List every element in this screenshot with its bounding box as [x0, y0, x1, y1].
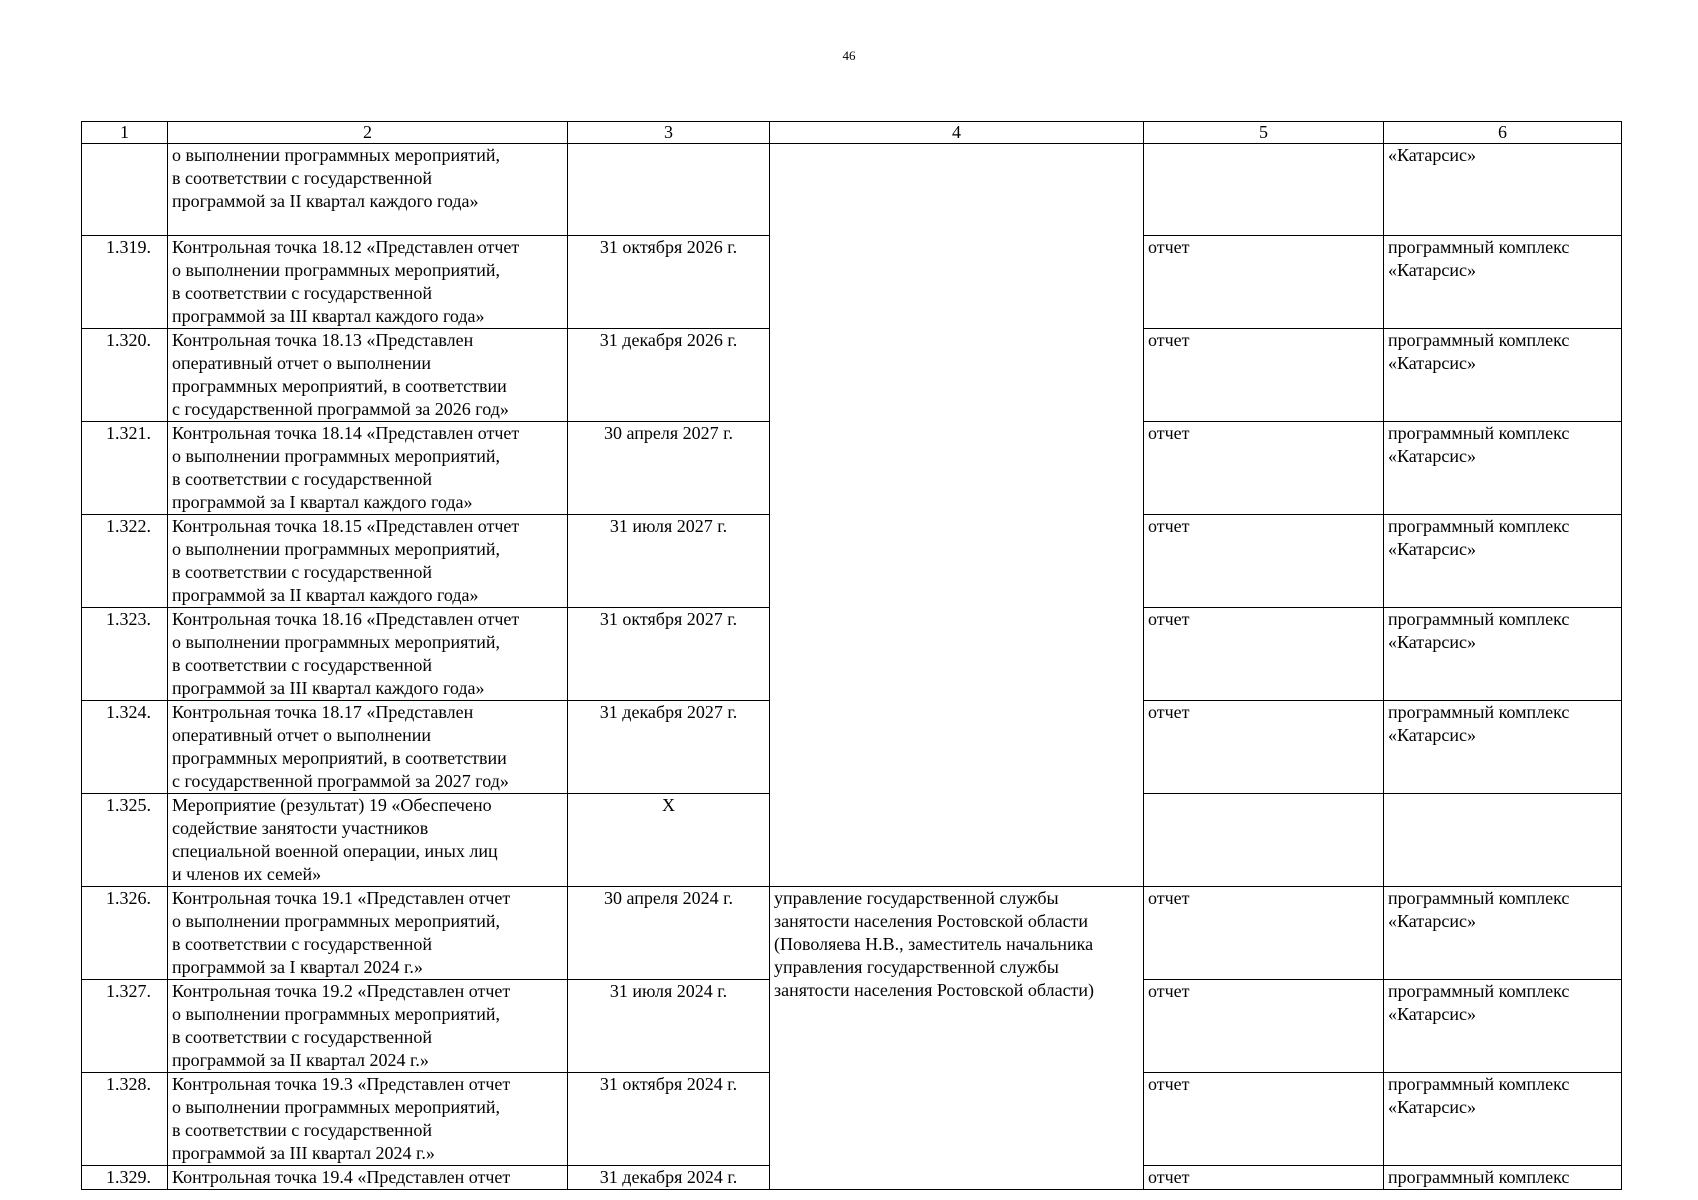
- row-date: 31 декабря 2027 г.: [568, 701, 770, 794]
- row-system: программный комплекс «Катарсис»: [1384, 422, 1622, 515]
- responsible-cell-empty: [770, 144, 1144, 887]
- row-name: Контрольная точка 19.1 «Представлен отчет о выполнении программных мероприятий, в соответствии с государственной программой за I квартал 2024 г.»: [168, 887, 568, 980]
- row-name: Контрольная точка 19.3 «Представлен отчет о выполнении программных мероприятий, в соответствии с государственной программой за III квартал 2024 г.»: [168, 1073, 568, 1166]
- table-row: [82, 144, 1622, 236]
- row-system: программный комплекс «Катарсис»: [1384, 701, 1622, 794]
- row-number: 1.322.: [82, 515, 168, 608]
- row-kind: отчет: [1144, 608, 1384, 701]
- row-date: 30 апреля 2024 г.: [568, 887, 770, 980]
- document-table: [81, 121, 1622, 1190]
- page-number: 46: [842, 48, 856, 63]
- row-name: Контрольная точка 19.4 «Представлен отчет: [168, 1166, 568, 1190]
- row-kind: отчет: [1144, 1166, 1384, 1190]
- column-header: 4: [770, 122, 1144, 144]
- row-kind: [1144, 144, 1384, 236]
- row-kind: отчет: [1144, 980, 1384, 1073]
- row-number: 1.319.: [82, 236, 168, 329]
- row-number: 1.323.: [82, 608, 168, 701]
- row-date: Х: [568, 794, 770, 887]
- row-name: Мероприятие (результат) 19 «Обеспечено содействие занятости участников специальной военной операции, иных лиц и членов их семей»: [168, 794, 568, 887]
- row-date: 31 декабря 2026 г.: [568, 329, 770, 422]
- column-header: 6: [1384, 122, 1622, 144]
- column-header: 1: [82, 122, 168, 144]
- row-kind: отчет: [1144, 701, 1384, 794]
- row-date: 31 октября 2026 г.: [568, 236, 770, 329]
- row-system: «Катарсис»: [1384, 144, 1622, 236]
- row-name: о выполнении программных мероприятий, в соответствии с государственной программой за II квартал каждого года»: [168, 144, 568, 236]
- row-date: 31 июля 2024 г.: [568, 980, 770, 1073]
- column-header: 5: [1144, 122, 1384, 144]
- row-number: 1.321.: [82, 422, 168, 515]
- row-number: 1.328.: [82, 1073, 168, 1166]
- row-date: 30 апреля 2027 г.: [568, 422, 770, 515]
- column-header: 3: [568, 122, 770, 144]
- row-number: 1.327.: [82, 980, 168, 1073]
- row-number: 1.320.: [82, 329, 168, 422]
- row-date: 31 октября 2024 г.: [568, 1073, 770, 1166]
- row-name: Контрольная точка 18.15 «Представлен отчет о выполнении программных мероприятий, в соответствии с государственной программой за II квартал каждого года»: [168, 515, 568, 608]
- row-system: программный комплекс «Катарсис»: [1384, 1073, 1622, 1166]
- row-system: [1384, 794, 1622, 887]
- row-system: программный комплекс «Катарсис»: [1384, 608, 1622, 701]
- row-kind: отчет: [1144, 887, 1384, 980]
- row-name: Контрольная точка 18.14 «Представлен отчет о выполнении программных мероприятий, в соответствии с государственной программой за I квартал каждого года»: [168, 422, 568, 515]
- responsible-executor: управление государственной службы занятости населения Ростовской области (Поволяева Н.В., заместитель начальника управления государственной службы занятости населения Ростовской области): [770, 887, 1144, 1190]
- row-number: 1.329.: [82, 1166, 168, 1190]
- row-date: 31 декабря 2024 г.: [568, 1166, 770, 1190]
- row-number: 1.326.: [82, 887, 168, 980]
- column-header: 2: [168, 122, 568, 144]
- row-kind: отчет: [1144, 1073, 1384, 1166]
- row-name: Контрольная точка 18.17 «Представлен оперативный отчет о выполнении программных мероприятий, в соответствии с государственной программой за 2027 год»: [168, 701, 568, 794]
- row-date: 31 июля 2027 г.: [568, 515, 770, 608]
- row-kind: отчет: [1144, 236, 1384, 329]
- table-header-row: [82, 122, 1622, 144]
- row-system: программный комплекс «Катарсис»: [1384, 329, 1622, 422]
- row-system: программный комплекс «Катарсис»: [1384, 980, 1622, 1073]
- row-system: программный комплекс «Катарсис»: [1384, 887, 1622, 980]
- row-name: Контрольная точка 18.12 «Представлен отчет о выполнении программных мероприятий, в соответствии с государственной программой за III квартал каждого года»: [168, 236, 568, 329]
- row-system: программный комплекс: [1384, 1166, 1622, 1190]
- row-kind: отчет: [1144, 515, 1384, 608]
- row-kind: отчет: [1144, 329, 1384, 422]
- row-number: 1.324.: [82, 701, 168, 794]
- row-kind: [1144, 794, 1384, 887]
- row-date: 31 октября 2027 г.: [568, 608, 770, 701]
- row-name: Контрольная точка 19.2 «Представлен отчет о выполнении программных мероприятий, в соответствии с государственной программой за II квартал 2024 г.»: [168, 980, 568, 1073]
- table-row: [82, 887, 1622, 980]
- row-name: Контрольная точка 18.16 «Представлен отчет о выполнении программных мероприятий, в соответствии с государственной программой за III квартал каждого года»: [168, 608, 568, 701]
- row-number: [82, 144, 168, 236]
- row-date: [568, 144, 770, 236]
- row-system: программный комплекс «Катарсис»: [1384, 236, 1622, 329]
- row-system: программный комплекс «Катарсис»: [1384, 515, 1622, 608]
- row-number: 1.325.: [82, 794, 168, 887]
- row-kind: отчет: [1144, 422, 1384, 515]
- row-name: Контрольная точка 18.13 «Представлен оперативный отчет о выполнении программных мероприятий, в соответствии с государственной программой за 2026 год»: [168, 329, 568, 422]
